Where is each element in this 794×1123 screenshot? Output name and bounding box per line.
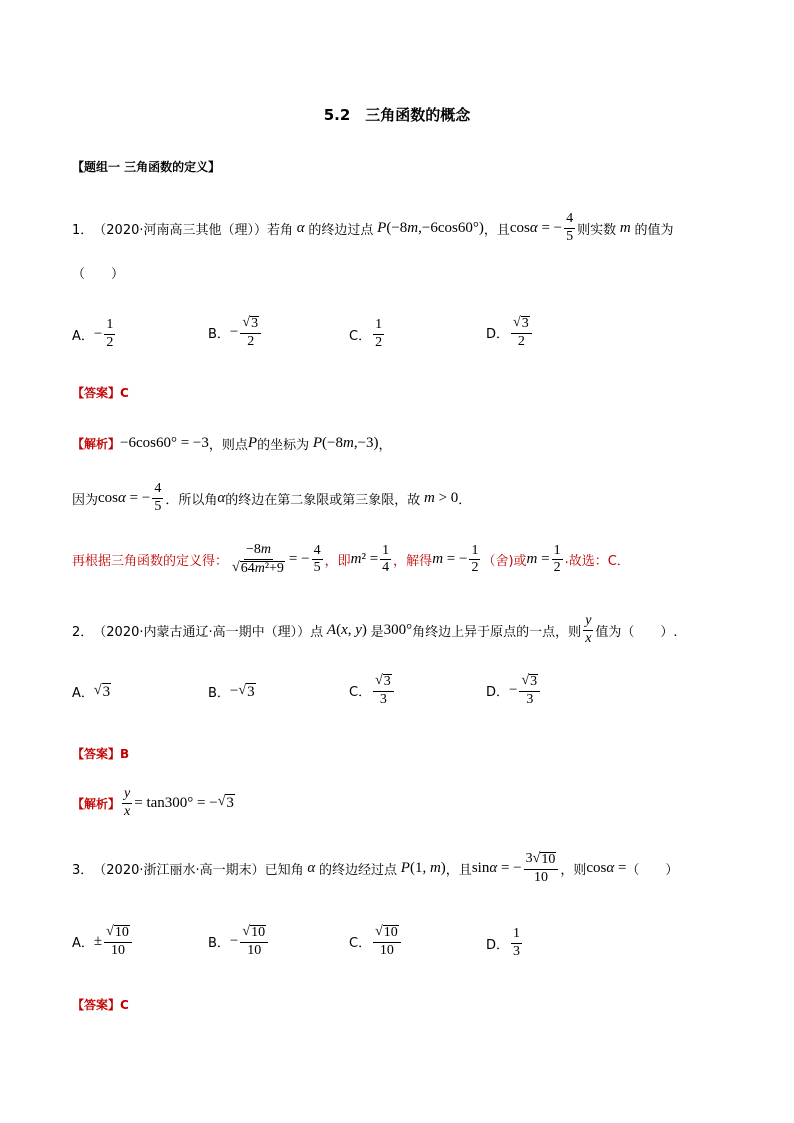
q2-answer: 【答案】 B: [72, 746, 130, 761]
q2-option-d: D． − √ 3 3: [486, 674, 542, 707]
q1-mid3: 则实数: [577, 222, 617, 238]
q2-option-a: A． √ 3: [72, 682, 111, 701]
q1-blank: （ ）: [72, 267, 125, 282]
page-title: 5.2 三角函数的概念: [323, 106, 471, 124]
q1-solution-line-2: 因为 cosα = − $\frac{4}{5}$ ．所以角 α 的终边在第二象限或第三象限，故 m > 0 ．: [72, 481, 472, 514]
q3-answer: 【答案】 C: [72, 997, 129, 1012]
q3-option-c: C． √ 10 10: [349, 925, 403, 958]
q1-alpha: α: [293, 219, 309, 236]
q1-answer: 【答案】 C: [72, 385, 129, 400]
q1-var-m: m: [616, 219, 635, 236]
q1-option-b: B． − √ 3 2: [208, 316, 263, 349]
q1-number: 1．: [72, 222, 94, 238]
q2-option-b: B． − √ 3: [208, 682, 255, 701]
section-heading: 【题组一 三角函数的定义】: [72, 160, 221, 174]
q1-solution-line-3: 再根据三角函数的定义得： −8m √ 64m²+9 = − $\frac{4}{5}$ ，即 m² = $\frac{1}{4}$ ，解得 m = − $\frac{1}{2}$ （舍)或 m = $\frac{1}{2}$ . 故选：C．: [72, 542, 630, 576]
q1-option-a: A． − $\frac{1}{2}$: [72, 317, 114, 350]
q1-option-d: D． √ 3 2: [486, 316, 534, 349]
q2-solution: 【解析】 $\frac{y}{x}$ = tan300° = − √ 3: [72, 786, 234, 819]
question-2-stem: 2． （2020·内蒙古通辽·高一期中（理））点 A(x, y) 是 300° 角终边上异于原点的一点，则 $\frac{y}{x}$ 值为（ ）.: [72, 613, 678, 646]
q1-point: P(−8m,−6cos60°): [377, 219, 484, 236]
q1-mid2: ，且: [483, 222, 510, 238]
q3-option-a: A． ± √ 10 10: [72, 925, 134, 958]
q2-option-c: C． √ 3 3: [349, 674, 396, 707]
q3-option-d: D． $\frac{1}{3}$: [486, 926, 521, 959]
q1-option-c: C． $\frac{1}{2}$: [349, 317, 383, 350]
q3-option-b: B． − √ 10 10: [208, 925, 270, 958]
q1-solution-line-1: 【解析】 −6cos60° = −3 ，则点 P 的坐标为 P(−8m,−3) ，: [72, 435, 392, 453]
question-1-stem: [72, 212, 674, 244]
q1-tail: 的值为: [634, 222, 674, 238]
q1-cos-eq: cosα = −: [509, 219, 563, 236]
question-3-stem: 3． （2020·浙江丽水·高一期末）已知角 α 的终边经过点 P(1, m) ，且 sinα = − 3 √ 10 10 ，则 cosα = （ ）: [72, 851, 679, 885]
q1-frac-4-5: $\frac{4}{5}$: [566, 211, 574, 244]
q1-mid1: 的终边过点: [308, 222, 374, 238]
q1-source: （2020·河南高三其他（理））若角: [93, 222, 293, 238]
